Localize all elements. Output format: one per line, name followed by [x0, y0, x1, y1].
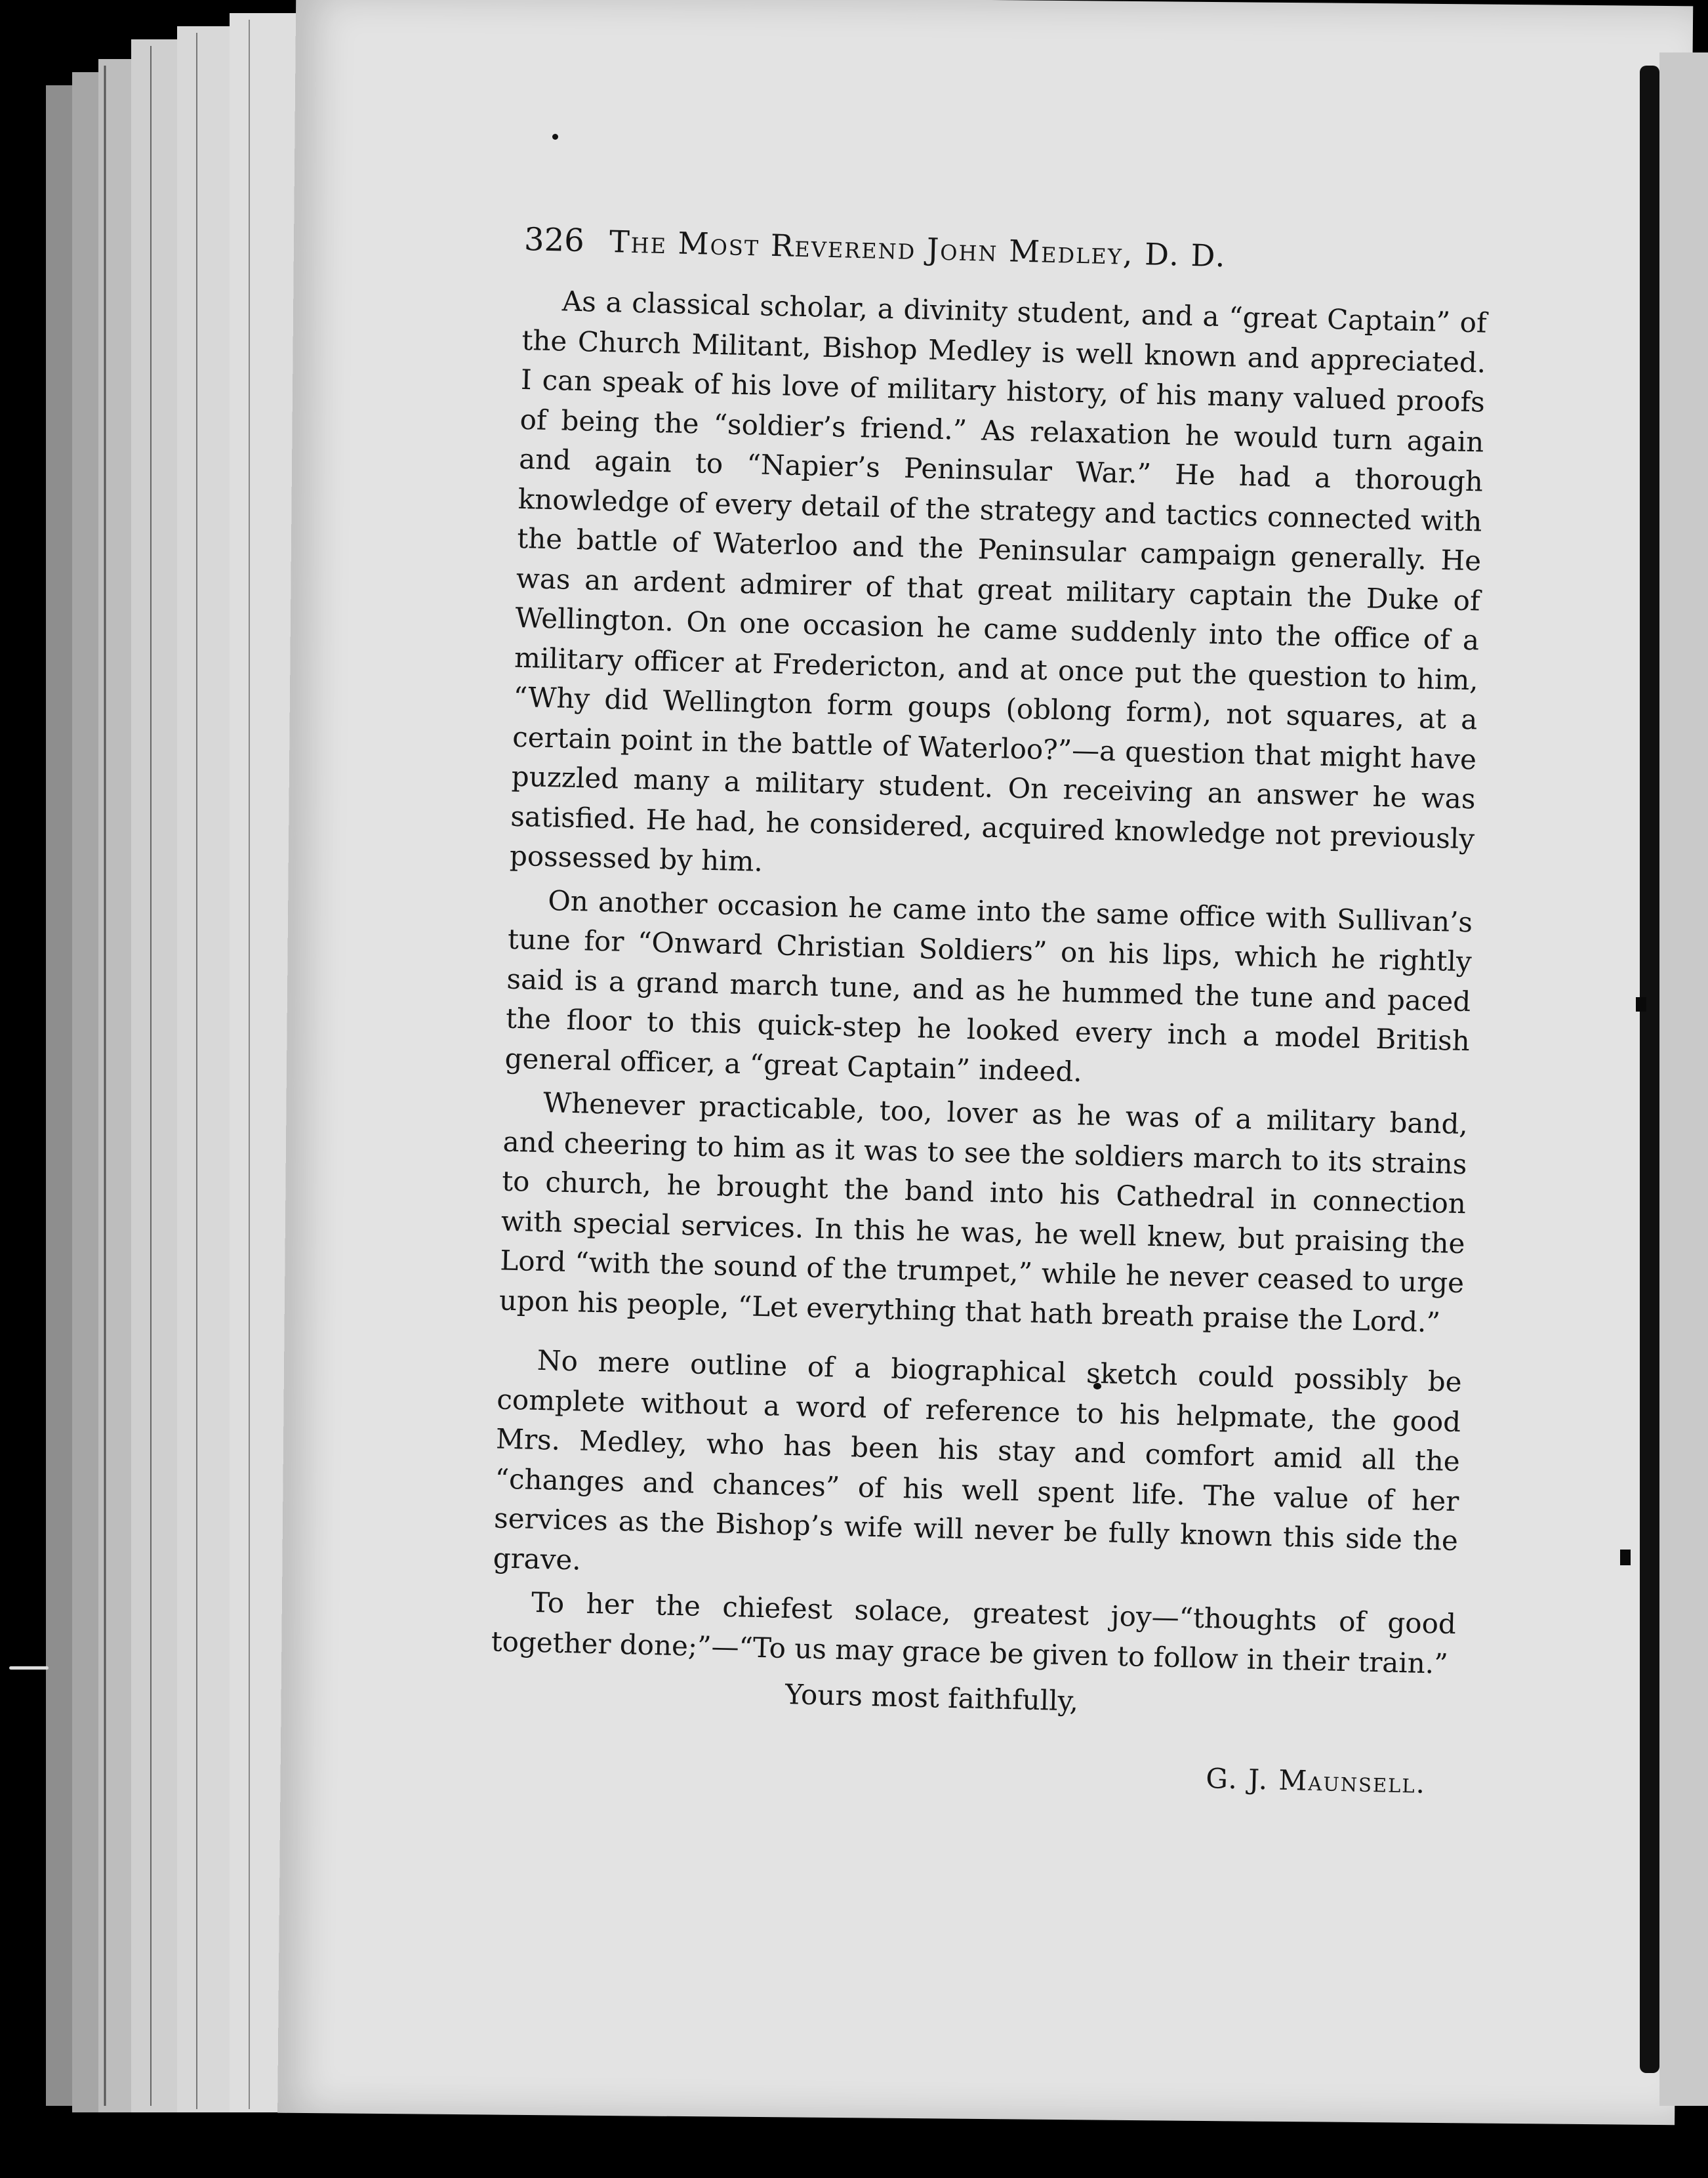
body-paragraph: Whenever practicable, too, lover as he was of a military band, and cheering to him as it was to see the soldiers march to its strains to church, he brought the band into his Cathedral in connection with special services. In this he was, he well knew, but praising the Lord “with the sound of the trumpet,” while he never ceased to urge upon his people, “Let everything that hath breath praise the Lord.” [498, 1086, 1469, 1338]
body-paragraph: As a classical scholar, a divinity student, and a “great Captain” of the Church Militant, Bishop Medley is well known and appreciated. I can speak of his love of military history, of his many valued proofs of being the “soldier’s friend.” As relaxation he would turn again and again to “Napier’s Peninsular War.” He had a thorough knowledge of every detail of the strategy and tactics connected with the battle of Waterloo and the Peninsular campaign generally. He was an ardent admirer of that great military captain the Duke of Wellington. On one occasion he came suddenly into the office of a military officer at Fredericton, and at once put the question to him, “Why did Wellington form goups (oblong form), not squares, at a certain point in the battle of Waterloo?”—a question that might have puzzled many a military student. On receiving an answer he was satisfied. He had, he considered, acquired knowledge not previously possessed by him. [509, 285, 1488, 878]
page-number: 326 [523, 220, 585, 260]
letter-closing: Yours most faithfully, [784, 1677, 1079, 1717]
gutter-mark [1620, 1550, 1631, 1565]
facing-page-edge [1659, 52, 1708, 2106]
body-paragraph: No mere outline of a biographical sketch could possibly be complete without a word of reference to his helpmate, the good Mrs. Medley, who has been his stay and comfort amid all the “changes and chances” of his well spent life. The value of her services as the Bishop’s wife will never be fully known this side the grave. [493, 1344, 1463, 1576]
page-text-block [488, 216, 1489, 1804]
dust-speck [552, 134, 558, 140]
running-title: The Most Reverend John Medley, D. D. [609, 224, 1227, 274]
body-paragraph: To her the chiefest solace, greatest joy—“thoughts of good together done;”—“To us may grace be given to follow in their train.” [491, 1586, 1457, 1680]
body-paragraph: On another occasion he came into the same office with Sullivan’s tune for “Onward Christian Soldiers” on his lips, which he rightly said is a grand march tune, and as he hummed the tune and paced the floor to this quick-step he looked every inch a model British general officer, a “great Captain” indeed. [504, 884, 1473, 1088]
gutter-mark [1636, 997, 1646, 1012]
letter-signature: G. J. Maunsell. [1205, 1761, 1427, 1799]
dust-speck [9, 1666, 49, 1670]
right-gutter-shadow [1640, 66, 1659, 2073]
